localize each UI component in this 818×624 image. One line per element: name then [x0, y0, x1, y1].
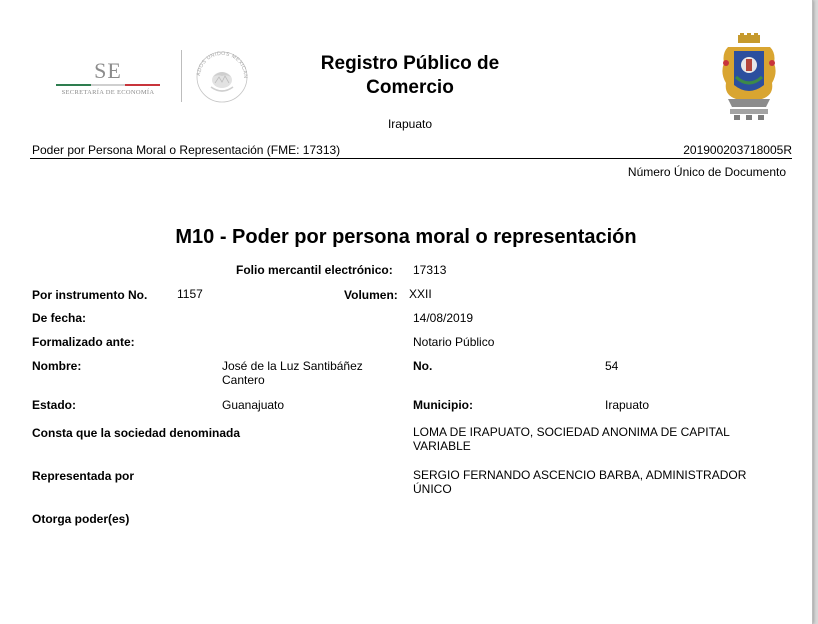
city-name: Irapuato — [387, 117, 433, 131]
title-line-2: Comercio — [366, 77, 454, 98]
volumen-value: XXII — [409, 287, 432, 301]
nombre-value-line-2: Cantero — [222, 373, 265, 387]
no-label: No. — [413, 359, 433, 373]
no-value: 54 — [605, 359, 619, 373]
document-number-label: Número Único de Documento — [627, 165, 786, 179]
formalizado-value: Notario Público — [413, 335, 495, 349]
estado-value: Guanajuato — [222, 398, 285, 412]
estado-label: Estado: — [32, 398, 77, 412]
flag-stripe — [56, 84, 160, 86]
se-subtitle: SECRETARÍA DE ECONOMÍA — [61, 89, 155, 96]
header-rule — [30, 158, 792, 159]
consta-value-line-2: VARIABLE — [413, 439, 471, 453]
logo-divider — [181, 50, 182, 102]
coat-of-arms-icon — [718, 33, 780, 121]
consta-value — [413, 425, 730, 453]
instrumento-value: 1157 — [177, 287, 203, 301]
municipio-label: Municipio: — [413, 398, 473, 412]
representada-value — [413, 468, 746, 496]
document-title: M10 - Poder por persona moral o representación — [175, 226, 637, 248]
municipio-value: Irapuato — [605, 398, 650, 412]
nombre-label: Nombre: — [32, 359, 82, 373]
volumen-label: Volumen: — [344, 288, 398, 302]
consta-value-line-1: LOMA DE IRAPUATO, SOCIEDAD ANONIMA DE CAPITAL — [413, 425, 730, 439]
otorga-label: Otorga poder(es) — [32, 512, 130, 526]
se-letters: SE — [94, 58, 122, 83]
document-number: 201900203718005R — [683, 143, 792, 157]
representada-value-line-1: SERGIO FERNANDO ASCENCIO BARBA, ADMINISTRADOR — [413, 468, 747, 482]
fecha-value: 14/08/2019 — [413, 311, 474, 325]
folio-value: 17313 — [413, 263, 447, 277]
folio-label: Folio mercantil electrónico: — [236, 263, 393, 277]
instrumento-label: Por instrumento No. — [32, 288, 148, 302]
document-type: Poder por Persona Moral o Representación (FME: 17313) — [32, 143, 341, 157]
nombre-value — [222, 359, 363, 387]
representada-label: Representada por — [32, 469, 135, 483]
national-seal-icon — [191, 47, 253, 105]
se-logo — [56, 58, 160, 100]
fecha-label: De fecha: — [32, 311, 87, 325]
representada-value-line-2: ÚNICO — [413, 482, 452, 496]
nombre-value-line-1: José de la Luz Santibáñez — [222, 359, 363, 373]
seal-text: ADOS UNIDOS MEXICAN — [195, 50, 249, 79]
registry-title — [300, 52, 520, 100]
formalizado-label: Formalizado ante: — [32, 335, 135, 349]
consta-label: Consta que la sociedad denominada — [32, 426, 241, 440]
title-line-1: Registro Público de — [320, 53, 500, 74]
